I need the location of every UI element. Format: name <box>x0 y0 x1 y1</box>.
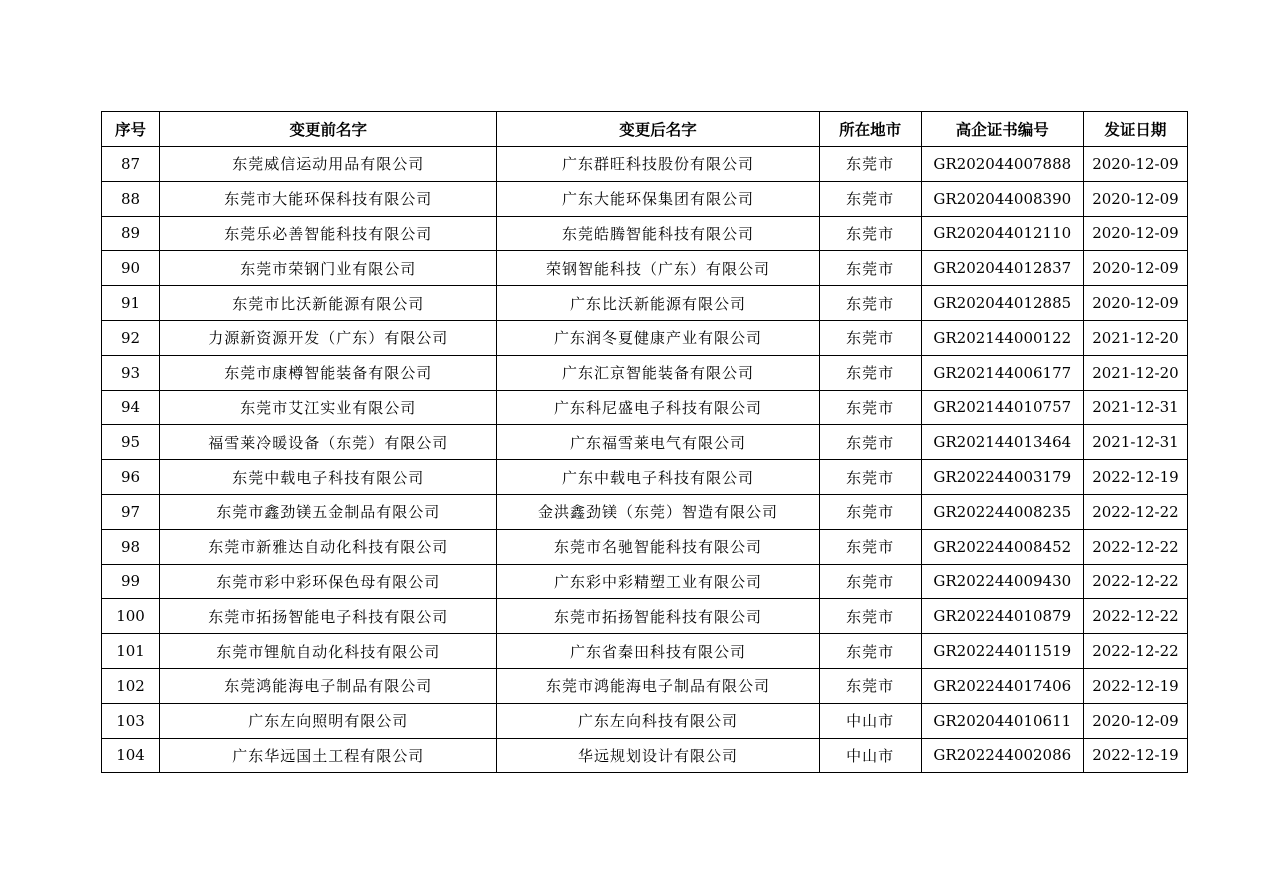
seq-cell: 95 <box>102 425 160 460</box>
table-row <box>102 703 1188 738</box>
header-new-name: 变更后名字 <box>497 112 819 147</box>
table-row <box>102 147 1188 182</box>
new-name-cell: 广东科尼盛电子科技有限公司 <box>497 390 819 425</box>
table-row <box>102 390 1188 425</box>
cert-no-cell: GR202144013464 <box>921 425 1083 460</box>
seq-cell: 88 <box>102 181 160 216</box>
issue-date-cell: 2020-12-09 <box>1083 286 1187 321</box>
table-row <box>102 668 1188 703</box>
table-row <box>102 738 1188 773</box>
old-name-cell: 东莞乐必善智能科技有限公司 <box>160 216 497 251</box>
table-row <box>102 216 1188 251</box>
new-name-cell: 广东汇京智能装备有限公司 <box>497 355 819 390</box>
issue-date-cell: 2020-12-09 <box>1083 703 1187 738</box>
header-seq: 序号 <box>102 112 160 147</box>
seq-cell: 96 <box>102 460 160 495</box>
header-city: 所在地市 <box>819 112 921 147</box>
city-cell: 东莞市 <box>819 181 921 216</box>
city-cell: 东莞市 <box>819 494 921 529</box>
city-cell: 东莞市 <box>819 529 921 564</box>
city-cell: 东莞市 <box>819 355 921 390</box>
city-cell: 东莞市 <box>819 425 921 460</box>
cert-no-cell: GR202044010611 <box>921 703 1083 738</box>
issue-date-cell: 2020-12-09 <box>1083 251 1187 286</box>
table-header-row <box>102 112 1188 147</box>
city-cell: 中山市 <box>819 738 921 773</box>
new-name-cell: 广东润冬夏健康产业有限公司 <box>497 320 819 355</box>
new-name-cell: 广东省秦田科技有限公司 <box>497 634 819 669</box>
new-name-cell: 荣钢智能科技（广东）有限公司 <box>497 251 819 286</box>
table-row <box>102 181 1188 216</box>
header-issue-date: 发证日期 <box>1083 112 1187 147</box>
issue-date-cell: 2022-12-22 <box>1083 494 1187 529</box>
old-name-cell: 东莞中载电子科技有限公司 <box>160 460 497 495</box>
new-name-cell: 东莞市拓扬智能科技有限公司 <box>497 599 819 634</box>
city-cell: 东莞市 <box>819 147 921 182</box>
cert-no-cell: GR202244003179 <box>921 460 1083 495</box>
issue-date-cell: 2020-12-09 <box>1083 181 1187 216</box>
seq-cell: 101 <box>102 634 160 669</box>
new-name-cell: 广东福雪莱电气有限公司 <box>497 425 819 460</box>
cert-no-cell: GR202144000122 <box>921 320 1083 355</box>
cert-no-cell: GR202144006177 <box>921 355 1083 390</box>
table-row <box>102 529 1188 564</box>
issue-date-cell: 2022-12-22 <box>1083 634 1187 669</box>
new-name-cell: 华远规划设计有限公司 <box>497 738 819 773</box>
cert-no-cell: GR202244009430 <box>921 564 1083 599</box>
seq-cell: 97 <box>102 494 160 529</box>
header-old-name: 变更前名字 <box>160 112 497 147</box>
cert-no-cell: GR202244010879 <box>921 599 1083 634</box>
table-row <box>102 286 1188 321</box>
cert-no-cell: GR202244008235 <box>921 494 1083 529</box>
cert-no-cell: GR202244002086 <box>921 738 1083 773</box>
old-name-cell: 东莞市比沃新能源有限公司 <box>160 286 497 321</box>
issue-date-cell: 2022-12-22 <box>1083 529 1187 564</box>
issue-date-cell: 2022-12-22 <box>1083 564 1187 599</box>
seq-cell: 90 <box>102 251 160 286</box>
city-cell: 东莞市 <box>819 390 921 425</box>
seq-cell: 94 <box>102 390 160 425</box>
seq-cell: 92 <box>102 320 160 355</box>
table-row <box>102 460 1188 495</box>
cert-no-cell: GR202044012885 <box>921 286 1083 321</box>
cert-no-cell: GR202144010757 <box>921 390 1083 425</box>
table-row <box>102 494 1188 529</box>
city-cell: 东莞市 <box>819 599 921 634</box>
old-name-cell: 力源新资源开发（广东）有限公司 <box>160 320 497 355</box>
old-name-cell: 福雪莱冷暖设备（东莞）有限公司 <box>160 425 497 460</box>
seq-cell: 93 <box>102 355 160 390</box>
old-name-cell: 东莞市鑫劲镁五金制品有限公司 <box>160 494 497 529</box>
new-name-cell: 广东中载电子科技有限公司 <box>497 460 819 495</box>
city-cell: 东莞市 <box>819 564 921 599</box>
old-name-cell: 东莞鸿能海电子制品有限公司 <box>160 668 497 703</box>
city-cell: 东莞市 <box>819 251 921 286</box>
old-name-cell: 东莞市拓扬智能电子科技有限公司 <box>160 599 497 634</box>
city-cell: 东莞市 <box>819 668 921 703</box>
seq-cell: 99 <box>102 564 160 599</box>
new-name-cell: 金洪鑫劲镁（东莞）智造有限公司 <box>497 494 819 529</box>
old-name-cell: 东莞市荣钢门业有限公司 <box>160 251 497 286</box>
city-cell: 东莞市 <box>819 460 921 495</box>
city-cell: 中山市 <box>819 703 921 738</box>
new-name-cell: 广东大能环保集团有限公司 <box>497 181 819 216</box>
table-row <box>102 425 1188 460</box>
cert-no-cell: GR202244008452 <box>921 529 1083 564</box>
city-cell: 东莞市 <box>819 634 921 669</box>
issue-date-cell: 2020-12-09 <box>1083 216 1187 251</box>
table-row <box>102 355 1188 390</box>
issue-date-cell: 2022-12-19 <box>1083 668 1187 703</box>
issue-date-cell: 2021-12-31 <box>1083 425 1187 460</box>
issue-date-cell: 2020-12-09 <box>1083 147 1187 182</box>
cert-no-cell: GR202044007888 <box>921 147 1083 182</box>
seq-cell: 103 <box>102 703 160 738</box>
old-name-cell: 东莞市康樽智能装备有限公司 <box>160 355 497 390</box>
new-name-cell: 广东彩中彩精塑工业有限公司 <box>497 564 819 599</box>
seq-cell: 87 <box>102 147 160 182</box>
table-row <box>102 320 1188 355</box>
new-name-cell: 广东群旺科技股份有限公司 <box>497 147 819 182</box>
new-name-cell: 广东比沃新能源有限公司 <box>497 286 819 321</box>
seq-cell: 102 <box>102 668 160 703</box>
seq-cell: 89 <box>102 216 160 251</box>
issue-date-cell: 2022-12-22 <box>1083 599 1187 634</box>
city-cell: 东莞市 <box>819 320 921 355</box>
cert-no-cell: GR202044012837 <box>921 251 1083 286</box>
issue-date-cell: 2022-12-19 <box>1083 460 1187 495</box>
old-name-cell: 东莞威信运动用品有限公司 <box>160 147 497 182</box>
table-row <box>102 599 1188 634</box>
new-name-cell: 广东左向科技有限公司 <box>497 703 819 738</box>
table-row <box>102 251 1188 286</box>
old-name-cell: 东莞市新雅达自动化科技有限公司 <box>160 529 497 564</box>
city-cell: 东莞市 <box>819 216 921 251</box>
issue-date-cell: 2021-12-20 <box>1083 355 1187 390</box>
company-name-change-table <box>101 111 1188 773</box>
new-name-cell: 东莞市鸿能海电子制品有限公司 <box>497 668 819 703</box>
table-row <box>102 634 1188 669</box>
old-name-cell: 广东华远国土工程有限公司 <box>160 738 497 773</box>
seq-cell: 98 <box>102 529 160 564</box>
header-cert-no: 高企证书编号 <box>921 112 1083 147</box>
old-name-cell: 东莞市大能环保科技有限公司 <box>160 181 497 216</box>
old-name-cell: 东莞市锂航自动化科技有限公司 <box>160 634 497 669</box>
seq-cell: 91 <box>102 286 160 321</box>
old-name-cell: 东莞市彩中彩环保色母有限公司 <box>160 564 497 599</box>
old-name-cell: 东莞市艾江实业有限公司 <box>160 390 497 425</box>
new-name-cell: 东莞皓腾智能科技有限公司 <box>497 216 819 251</box>
cert-no-cell: GR202044012110 <box>921 216 1083 251</box>
seq-cell: 104 <box>102 738 160 773</box>
cert-no-cell: GR202244011519 <box>921 634 1083 669</box>
city-cell: 东莞市 <box>819 286 921 321</box>
seq-cell: 100 <box>102 599 160 634</box>
cert-no-cell: GR202044008390 <box>921 181 1083 216</box>
table-row <box>102 564 1188 599</box>
issue-date-cell: 2021-12-31 <box>1083 390 1187 425</box>
issue-date-cell: 2021-12-20 <box>1083 320 1187 355</box>
new-name-cell: 东莞市名驰智能科技有限公司 <box>497 529 819 564</box>
issue-date-cell: 2022-12-19 <box>1083 738 1187 773</box>
cert-no-cell: GR202244017406 <box>921 668 1083 703</box>
old-name-cell: 广东左向照明有限公司 <box>160 703 497 738</box>
